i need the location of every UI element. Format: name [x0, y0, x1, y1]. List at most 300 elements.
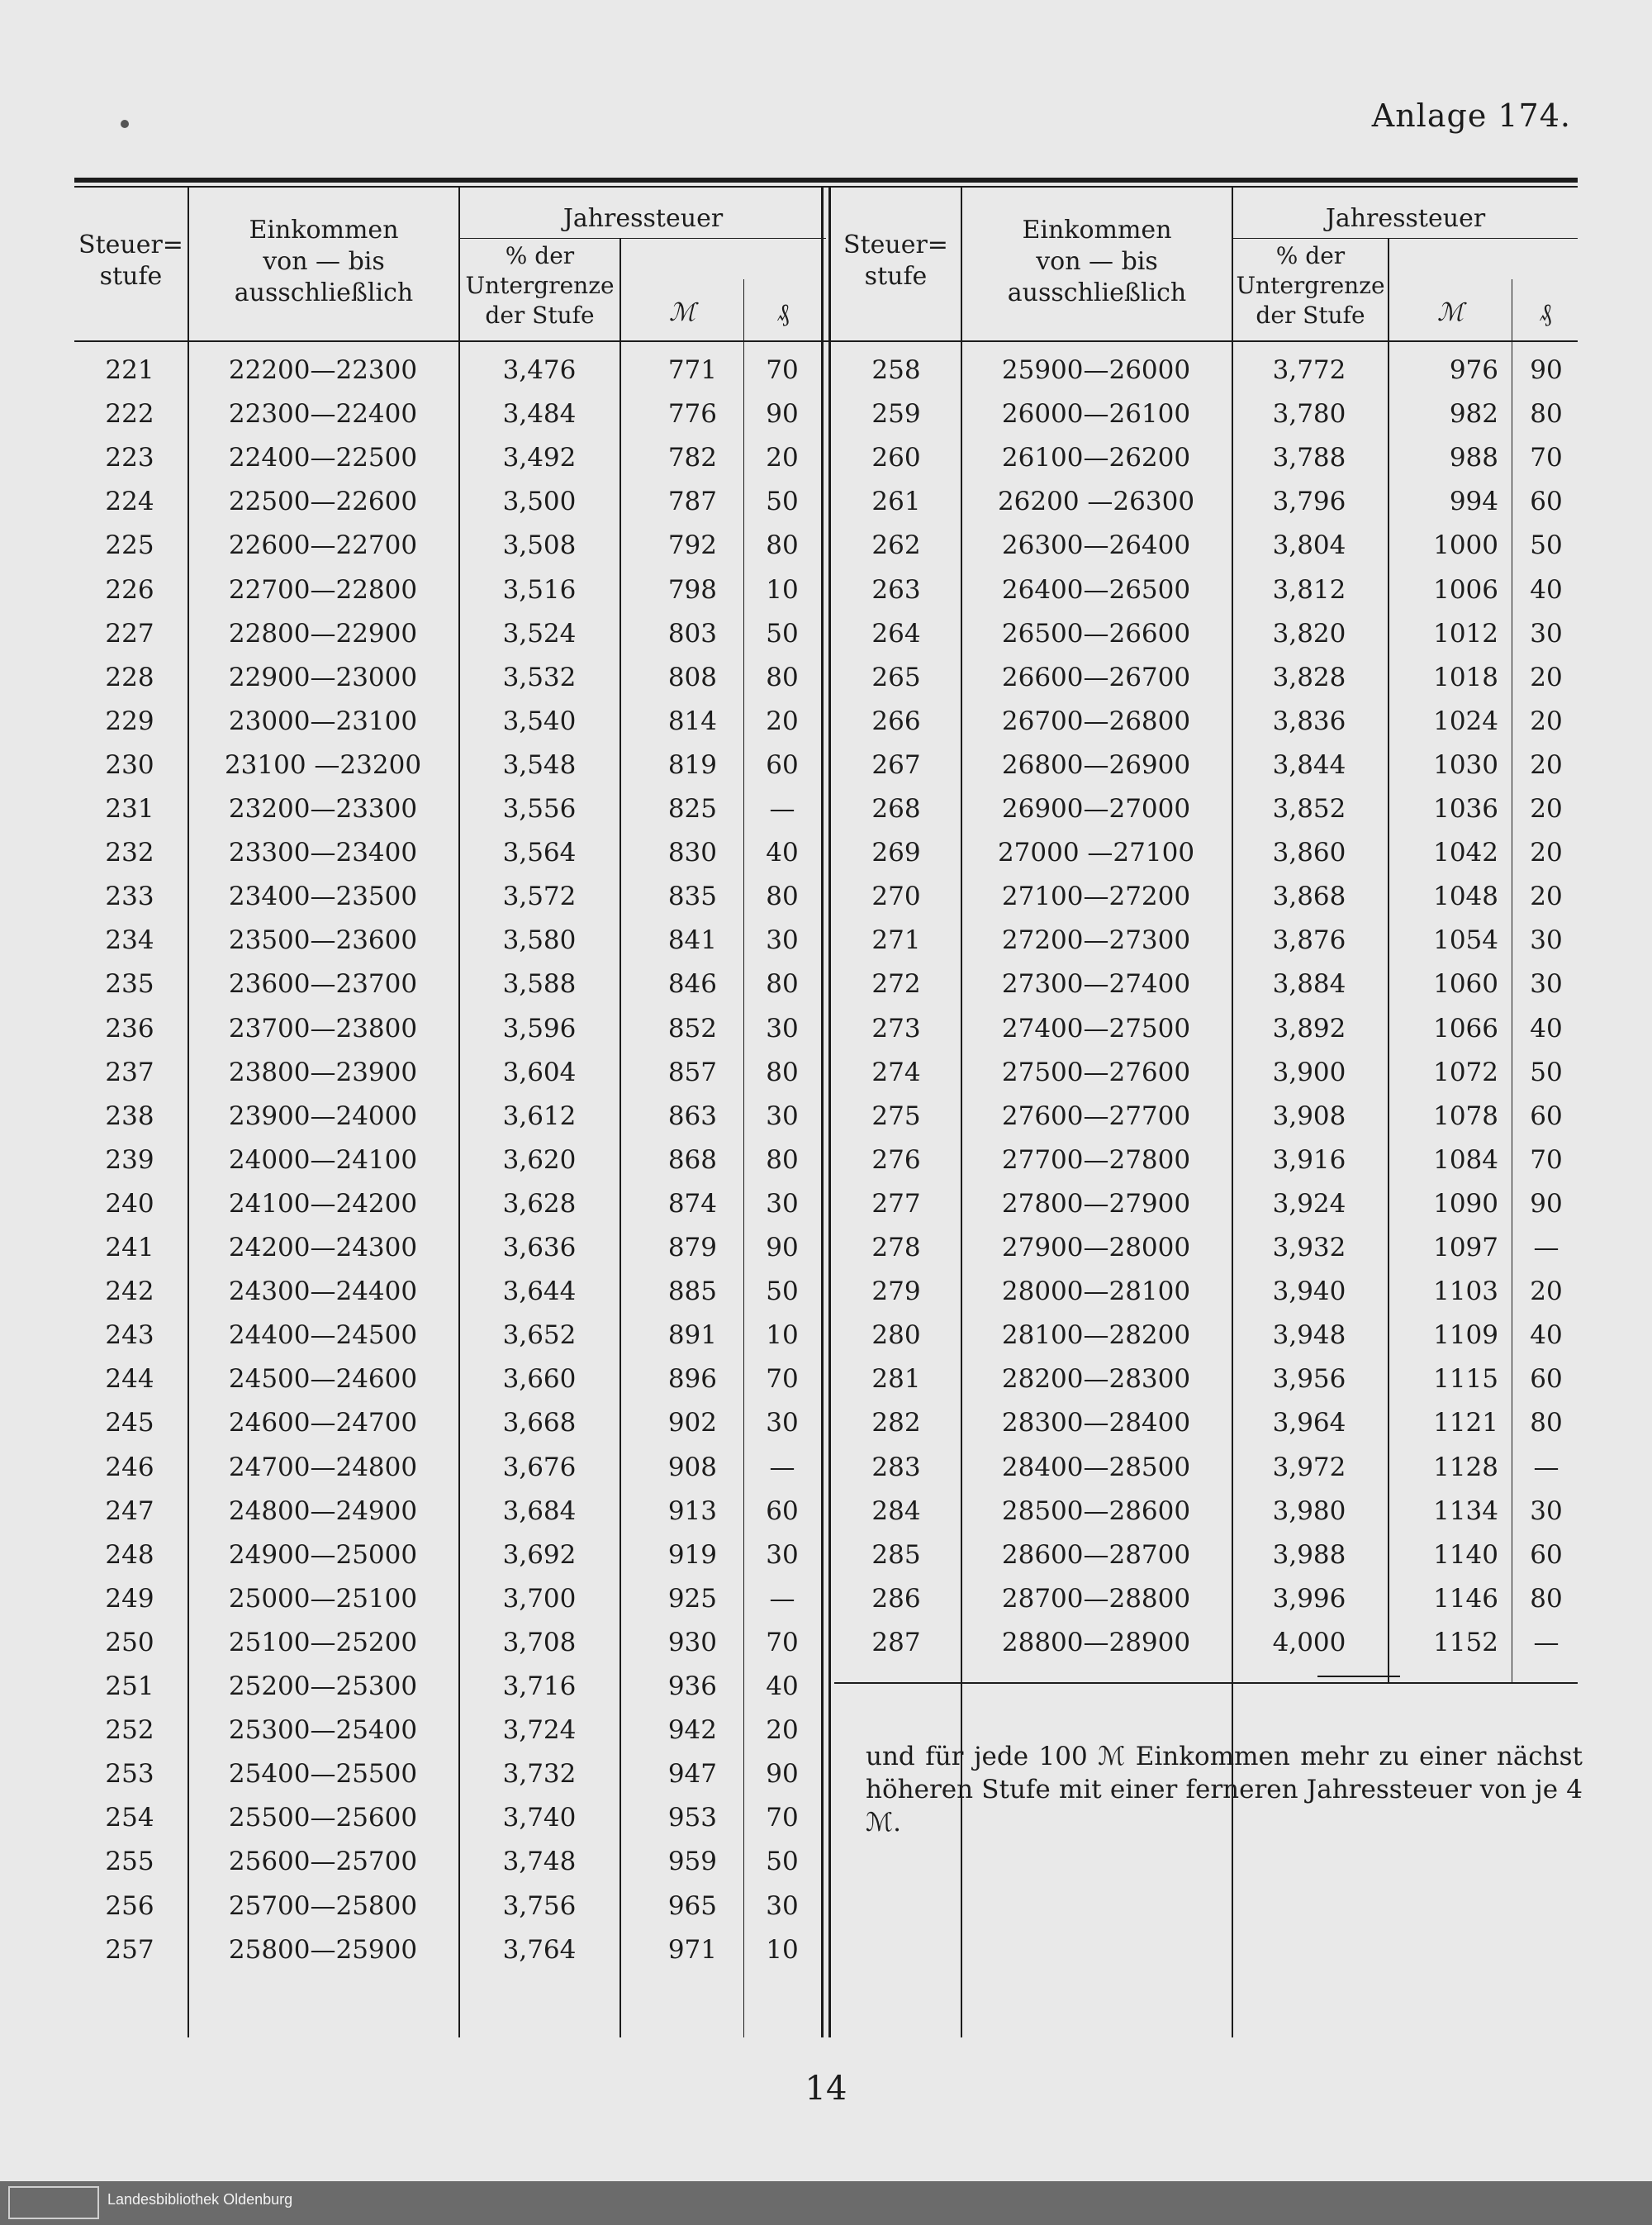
table-cell-range: 27900—28000 [1001, 1233, 1191, 1262]
table-cell-step: 264 [871, 619, 921, 649]
table-cell-pf: 90 [766, 1233, 799, 1262]
table-cell-step: 265 [871, 663, 921, 692]
table-cell-m: 1090 [1433, 1189, 1498, 1219]
table-cell-m: 919 [667, 1540, 717, 1570]
table-cell-pf: 40 [1530, 1320, 1563, 1350]
library-footer [0, 2181, 1652, 2225]
table-cell-m: 792 [667, 530, 717, 560]
table-cell-step: 230 [105, 750, 154, 780]
table-cell-step: 257 [105, 1935, 154, 1965]
table-cell-pct: 3,852 [1272, 794, 1346, 824]
table-cell-pct: 3,836 [1272, 706, 1346, 736]
table-cell-m: 1084 [1433, 1145, 1498, 1175]
table-cell-pct: 3,932 [1272, 1233, 1346, 1262]
table-cell-pf: — [769, 1452, 795, 1482]
table-cell-range: 25400—25500 [228, 1759, 418, 1789]
table-cell-step: 276 [871, 1145, 921, 1175]
table-cell-pf: 30 [1530, 619, 1563, 649]
table-cell-pf: 40 [1530, 575, 1563, 605]
table-cell-range: 28300—28400 [1001, 1408, 1191, 1438]
table-cell-m: 1036 [1433, 794, 1498, 824]
table-cell-m: 803 [667, 619, 717, 649]
table-cell-step: 244 [105, 1364, 154, 1394]
table-cell-step: 272 [871, 969, 921, 999]
table-cell-range: 28500—28600 [1001, 1496, 1191, 1526]
table-cell-pf: — [1533, 1452, 1559, 1482]
table-cell-range: 24100—24200 [228, 1189, 418, 1219]
table-cell-m: 1048 [1433, 882, 1498, 911]
table-cell-pct: 3,628 [502, 1189, 577, 1219]
table-cell-range: 24800—24900 [228, 1496, 418, 1526]
table-cell-range: 28400—28500 [1001, 1452, 1191, 1482]
header-rule [74, 340, 1578, 342]
table-cell-m: 965 [667, 1891, 717, 1921]
table-cell-pct: 3,596 [502, 1014, 577, 1044]
table-cell-step: 242 [105, 1277, 154, 1306]
table-cell-m: 1042 [1433, 838, 1498, 868]
table-cell-step: 254 [105, 1803, 154, 1833]
table-cell-pct: 3,884 [1272, 969, 1346, 999]
table-cell-pf: 10 [766, 1320, 799, 1350]
table-cell-pf: 60 [1530, 487, 1563, 516]
table-cell-step: 247 [105, 1496, 154, 1526]
speck-mark [121, 120, 129, 128]
table-cell-range: 26300—26400 [1001, 530, 1191, 560]
table-cell-m: 830 [667, 838, 717, 868]
table-cell-m: 994 [1449, 487, 1498, 516]
table-cell-pf: 20 [1530, 706, 1563, 736]
table-cell-step: 251 [105, 1671, 154, 1701]
table-cell-pct: 3,612 [502, 1101, 577, 1131]
table-cell-pct: 3,740 [502, 1803, 577, 1833]
table-cell-pct: 3,828 [1272, 663, 1346, 692]
table-cell-step: 239 [105, 1145, 154, 1175]
table-cell-step: 260 [871, 443, 921, 473]
table-cell-range: 22400—22500 [228, 443, 418, 473]
table-cell-pct: 3,732 [502, 1759, 577, 1789]
header-mark: ℳ [668, 298, 696, 327]
table-cell-pct: 3,708 [502, 1628, 577, 1657]
sum-rule [1317, 1676, 1400, 1677]
table-cell-range: 23600—23700 [228, 969, 418, 999]
table-cell-range: 23700—23800 [228, 1014, 418, 1044]
table-cell-pct: 3,900 [1272, 1058, 1346, 1087]
table-cell-step: 262 [871, 530, 921, 560]
table-cell-pct: 3,540 [502, 706, 577, 736]
table-cell-pf: — [1533, 1233, 1559, 1262]
table-cell-pf: 20 [1530, 794, 1563, 824]
table-cell-pct: 3,588 [502, 969, 577, 999]
table-cell-pf: 30 [766, 1189, 799, 1219]
table-cell-range: 27200—27300 [1001, 925, 1191, 955]
table-cell-pct: 3,780 [1272, 399, 1346, 429]
header-pct: % der Untergrenze der Stufe [465, 242, 615, 329]
table-cell-m: 1000 [1433, 530, 1498, 560]
table-cell-pf: 70 [766, 355, 799, 385]
table-cell-pct: 3,580 [502, 925, 577, 955]
table-cell-range: 22800—22900 [228, 619, 418, 649]
table-cell-pct: 3,980 [1272, 1496, 1346, 1526]
table-cell-step: 231 [105, 794, 154, 824]
table-cell-step: 253 [105, 1759, 154, 1789]
table-cell-step: 234 [105, 925, 154, 955]
table-cell-pf: 90 [1530, 1189, 1563, 1219]
col-divider [1388, 238, 1389, 1684]
table-cell-pf: 20 [766, 706, 799, 736]
table-cell-step: 229 [105, 706, 154, 736]
table-cell-m: 971 [667, 1935, 717, 1965]
table-cell-pf: 40 [766, 838, 799, 868]
table-cell-step: 263 [871, 575, 921, 605]
table-cell-m: 1006 [1433, 575, 1498, 605]
table-cell-m: 1030 [1433, 750, 1498, 780]
table-cell-pf: 30 [1530, 1496, 1563, 1526]
table-cell-step: 283 [871, 1452, 921, 1482]
table-cell-m: 825 [667, 794, 717, 824]
table-cell-m: 857 [667, 1058, 717, 1087]
table-cell-pf: — [1533, 1628, 1559, 1657]
table-cell-pf: 70 [766, 1364, 799, 1394]
table-cell-range: 25700—25800 [228, 1891, 418, 1921]
table-cell-pct: 3,548 [502, 750, 577, 780]
table-cell-pct: 3,604 [502, 1058, 577, 1087]
table-cell-step: 227 [105, 619, 154, 649]
table-cell-pct: 3,972 [1272, 1452, 1346, 1482]
table-cell-pf: 60 [1530, 1540, 1563, 1570]
table-cell-step: 226 [105, 575, 154, 605]
table-cell-pf: 60 [766, 1496, 799, 1526]
table-cell-pf: 30 [766, 1540, 799, 1570]
table-cell-step: 256 [105, 1891, 154, 1921]
table-cell-m: 1146 [1433, 1584, 1498, 1614]
table-cell-step: 269 [871, 838, 921, 868]
table-cell-pct: 3,484 [502, 399, 577, 429]
page-number: 14 [805, 2070, 847, 2108]
table-cell-step: 255 [105, 1847, 154, 1876]
table-cell-pct: 3,924 [1272, 1189, 1346, 1219]
header-income: Einkommen von — bis ausschließlich [1007, 216, 1187, 307]
table-cell-pf: 20 [1530, 663, 1563, 692]
table-cell-range: 25600—25700 [228, 1847, 418, 1876]
table-cell-step: 246 [105, 1452, 154, 1482]
table-cell-pf: 80 [766, 882, 799, 911]
table-cell-m: 902 [667, 1408, 717, 1438]
table-cell-range: 27600—27700 [1001, 1101, 1191, 1131]
table-cell-m: 1054 [1433, 925, 1498, 955]
table-cell-m: 1115 [1433, 1364, 1498, 1394]
table-cell-m: 982 [1449, 399, 1498, 429]
table-cell-range: 24400—24500 [228, 1320, 418, 1350]
table-cell-m: 787 [667, 487, 717, 516]
table-cell-range: 27300—27400 [1001, 969, 1191, 999]
table-cell-pf: 40 [1530, 1014, 1563, 1044]
table-cell-pf: 40 [766, 1671, 799, 1701]
table-cell-pf: 70 [1530, 443, 1563, 473]
col-divider [458, 187, 460, 2037]
table-cell-pct: 3,876 [1272, 925, 1346, 955]
table-cell-range: 28600—28700 [1001, 1540, 1191, 1570]
table-cell-m: 808 [667, 663, 717, 692]
table-cell-range: 26100—26200 [1001, 443, 1191, 473]
table-cell-step: 266 [871, 706, 921, 736]
table-cell-range: 26500—26600 [1001, 619, 1191, 649]
table-cell-m: 1012 [1433, 619, 1498, 649]
table-cell-m: 936 [667, 1671, 717, 1701]
table-cell-range: 24600—24700 [228, 1408, 418, 1438]
table-cell-step: 241 [105, 1233, 154, 1262]
table-cell-range: 25100—25200 [228, 1628, 418, 1657]
table-cell-range: 27400—27500 [1001, 1014, 1191, 1044]
table-cell-m: 1078 [1433, 1101, 1498, 1131]
library-logo-icon [8, 2186, 99, 2219]
table-cell-pct: 3,940 [1272, 1277, 1346, 1306]
table-cell-range: 25500—25600 [228, 1803, 418, 1833]
table-cell-range: 23100 —23200 [224, 750, 422, 780]
table-cell-pct: 3,988 [1272, 1540, 1346, 1570]
center-divider [821, 187, 824, 2037]
table-cell-range: 24000—24100 [228, 1145, 418, 1175]
table-cell-range: 22500—22600 [228, 487, 418, 516]
table-cell-m: 930 [667, 1628, 717, 1657]
header-step: Steuer= stufe [843, 231, 948, 291]
tax-header-rule [1232, 238, 1578, 239]
table-cell-range: 26900—27000 [1001, 794, 1191, 824]
table-cell-m: 814 [667, 706, 717, 736]
table-cell-range: 22200—22300 [228, 355, 418, 385]
table-cell-pct: 3,948 [1272, 1320, 1346, 1350]
table-cell-pf: 50 [1530, 530, 1563, 560]
table-cell-range: 26600—26700 [1001, 663, 1191, 692]
table-cell-pf: 30 [766, 925, 799, 955]
col-divider [188, 187, 189, 2037]
header-tax: Jahressteuer [563, 204, 724, 233]
table-cell-pct: 3,636 [502, 1233, 577, 1262]
table-cell-pf: — [769, 794, 795, 824]
table-cell-m: 1018 [1433, 663, 1498, 692]
table-cell-pct: 3,532 [502, 663, 577, 692]
table-cell-step: 222 [105, 399, 154, 429]
table-cell-pct: 3,756 [502, 1891, 577, 1921]
table-cell-pf: 90 [766, 1759, 799, 1789]
table-cell-pct: 3,996 [1272, 1584, 1346, 1614]
table-cell-pct: 3,956 [1272, 1364, 1346, 1394]
table-cell-pf: 30 [766, 1101, 799, 1131]
table-cell-m: 879 [667, 1233, 717, 1262]
table-cell-step: 278 [871, 1233, 921, 1262]
table-cell-m: 925 [667, 1584, 717, 1614]
table-cell-range: 26700—26800 [1001, 706, 1191, 736]
table-cell-pct: 3,820 [1272, 619, 1346, 649]
table-cell-range: 24500—24600 [228, 1364, 418, 1394]
table-cell-m: 1109 [1433, 1320, 1498, 1350]
table-cell-range: 27100—27200 [1001, 882, 1191, 911]
table-cell-pf: 70 [1530, 1145, 1563, 1175]
table-cell-m: 1121 [1433, 1408, 1498, 1438]
table-cell-pct: 3,652 [502, 1320, 577, 1350]
table-cell-step: 245 [105, 1408, 154, 1438]
table-cell-pf: 20 [1530, 750, 1563, 780]
header-step: Steuer= stufe [78, 231, 183, 291]
table-cell-m: 1128 [1433, 1452, 1498, 1482]
table-cell-pct: 3,804 [1272, 530, 1346, 560]
table-cell-pf: 10 [766, 1935, 799, 1965]
table-cell-m: 1072 [1433, 1058, 1498, 1087]
table-cell-step: 261 [871, 487, 921, 516]
table-cell-m: 959 [667, 1847, 717, 1876]
table-cell-pct: 3,668 [502, 1408, 577, 1438]
table-cell-m: 1066 [1433, 1014, 1498, 1044]
table-cell-m: 771 [667, 355, 717, 385]
table-cell-pct: 3,724 [502, 1715, 577, 1745]
table-cell-m: 782 [667, 443, 717, 473]
table-cell-pf: 50 [766, 1277, 799, 1306]
table-cell-pf: 60 [1530, 1364, 1563, 1394]
table-cell-step: 250 [105, 1628, 154, 1657]
table-cell-pf: 70 [766, 1628, 799, 1657]
table-cell-range: 25300—25400 [228, 1715, 418, 1745]
table-cell-pct: 3,492 [502, 443, 577, 473]
table-cell-range: 23400—23500 [228, 882, 418, 911]
table-cell-pct: 3,868 [1272, 882, 1346, 911]
table-cell-pct: 3,964 [1272, 1408, 1346, 1438]
table-cell-range: 28200—28300 [1001, 1364, 1191, 1394]
table-cell-pct: 3,524 [502, 619, 577, 649]
table-cell-pf: 20 [1530, 838, 1563, 868]
table-cell-pf: 30 [1530, 969, 1563, 999]
table-cell-step: 267 [871, 750, 921, 780]
table-cell-pf: 20 [1530, 882, 1563, 911]
table-cell-m: 1103 [1433, 1277, 1498, 1306]
table-cell-m: 1060 [1433, 969, 1498, 999]
table-cell-pct: 3,892 [1272, 1014, 1346, 1044]
center-divider [828, 187, 831, 2037]
table-cell-m: 885 [667, 1277, 717, 1306]
table-cell-range: 28000—28100 [1001, 1277, 1191, 1306]
table-cell-pf: 50 [766, 1847, 799, 1876]
header-pf: ₰ [776, 298, 790, 327]
table-cell-pct: 3,476 [502, 355, 577, 385]
table-cell-range: 25200—25300 [228, 1671, 418, 1701]
table-cell-pf: 80 [766, 969, 799, 999]
table-cell-step: 228 [105, 663, 154, 692]
table-cell-range: 25900—26000 [1001, 355, 1191, 385]
table-cell-range: 22600—22700 [228, 530, 418, 560]
table-cell-pct: 3,812 [1272, 575, 1346, 605]
table-cell-step: 224 [105, 487, 154, 516]
table-cell-m: 1134 [1433, 1496, 1498, 1526]
table-cell-pct: 3,500 [502, 487, 577, 516]
table-cell-m: 819 [667, 750, 717, 780]
table-cell-step: 259 [871, 399, 921, 429]
header-pct: % der Untergrenze der Stufe [1236, 242, 1385, 329]
table-cell-pct: 3,716 [502, 1671, 577, 1701]
table-cell-pct: 3,908 [1272, 1101, 1346, 1131]
table-cell-range: 25800—25900 [228, 1935, 418, 1965]
table-cell-step: 248 [105, 1540, 154, 1570]
table-cell-range: 24200—24300 [228, 1233, 418, 1262]
table-cell-range: 23500—23600 [228, 925, 418, 955]
table-cell-pct: 3,572 [502, 882, 577, 911]
table-cell-m: 988 [1449, 443, 1498, 473]
table-cell-pct: 3,860 [1272, 838, 1346, 868]
table-cell-pf: — [769, 1584, 795, 1614]
table-cell-step: 285 [871, 1540, 921, 1570]
table-cell-pf: 30 [1530, 925, 1563, 955]
table-cell-pct: 3,660 [502, 1364, 577, 1394]
table-cell-step: 282 [871, 1408, 921, 1438]
table-cell-m: 976 [1449, 355, 1498, 385]
table-cell-step: 221 [105, 355, 154, 385]
table-cell-pct: 3,684 [502, 1496, 577, 1526]
table-cell-m: 1152 [1433, 1628, 1498, 1657]
table-cell-step: 286 [871, 1584, 921, 1614]
table-cell-step: 280 [871, 1320, 921, 1350]
table-cell-step: 287 [871, 1628, 921, 1657]
table-cell-pct: 3,556 [502, 794, 577, 824]
table-cell-range: 23800—23900 [228, 1058, 418, 1087]
table-cell-step: 225 [105, 530, 154, 560]
table-cell-step: 238 [105, 1101, 154, 1131]
table-cell-range: 23000—23100 [228, 706, 418, 736]
tax-header-rule [458, 238, 826, 239]
table-cell-m: 1140 [1433, 1540, 1498, 1570]
table-cell-pf: 10 [766, 575, 799, 605]
table-cell-m: 947 [667, 1759, 717, 1789]
table-cell-pf: 80 [1530, 399, 1563, 429]
table-cell-step: 235 [105, 969, 154, 999]
table-cell-pf: 80 [766, 663, 799, 692]
table-cell-step: 240 [105, 1189, 154, 1219]
col-divider [620, 238, 621, 2037]
table-cell-pf: 80 [1530, 1584, 1563, 1614]
table-cell-step: 252 [105, 1715, 154, 1745]
table-cell-step: 284 [871, 1496, 921, 1526]
table-cell-range: 27700—27800 [1001, 1145, 1191, 1175]
table-cell-step: 268 [871, 794, 921, 824]
table-cell-step: 237 [105, 1058, 154, 1087]
table-cell-pct: 3,676 [502, 1452, 577, 1482]
table-cell-m: 953 [667, 1803, 717, 1833]
table-cell-range: 24900—25000 [228, 1540, 418, 1570]
table-cell-range: 27500—27600 [1001, 1058, 1191, 1087]
table-cell-m: 942 [667, 1715, 717, 1745]
table-cell-step: 258 [871, 355, 921, 385]
table-cell-pf: 20 [766, 1715, 799, 1745]
table-cell-pct: 3,692 [502, 1540, 577, 1570]
col-divider [743, 279, 744, 2037]
table-cell-pct: 3,700 [502, 1584, 577, 1614]
header-income: Einkommen von — bis ausschließlich [234, 216, 414, 307]
table-cell-pct: 3,516 [502, 575, 577, 605]
table-cell-pct: 3,564 [502, 838, 577, 868]
table-cell-m: 776 [667, 399, 717, 429]
table-cell-range: 24700—24800 [228, 1452, 418, 1482]
table-cell-step: 281 [871, 1364, 921, 1394]
table-cell-step: 232 [105, 838, 154, 868]
header-mark: ℳ [1436, 298, 1464, 327]
table-cell-step: 233 [105, 882, 154, 911]
table-cell-m: 841 [667, 925, 717, 955]
table-cell-pct: 3,796 [1272, 487, 1346, 516]
annex-label: Anlage 174. [1371, 97, 1571, 134]
table-cell-pct: 3,772 [1272, 355, 1346, 385]
table-cell-step: 279 [871, 1277, 921, 1306]
table-cell-m: 863 [667, 1101, 717, 1131]
table-cell-pf: 80 [1530, 1408, 1563, 1438]
table-cell-step: 270 [871, 882, 921, 911]
table-cell-pct: 3,844 [1272, 750, 1346, 780]
table-cell-pct: 3,620 [502, 1145, 577, 1175]
